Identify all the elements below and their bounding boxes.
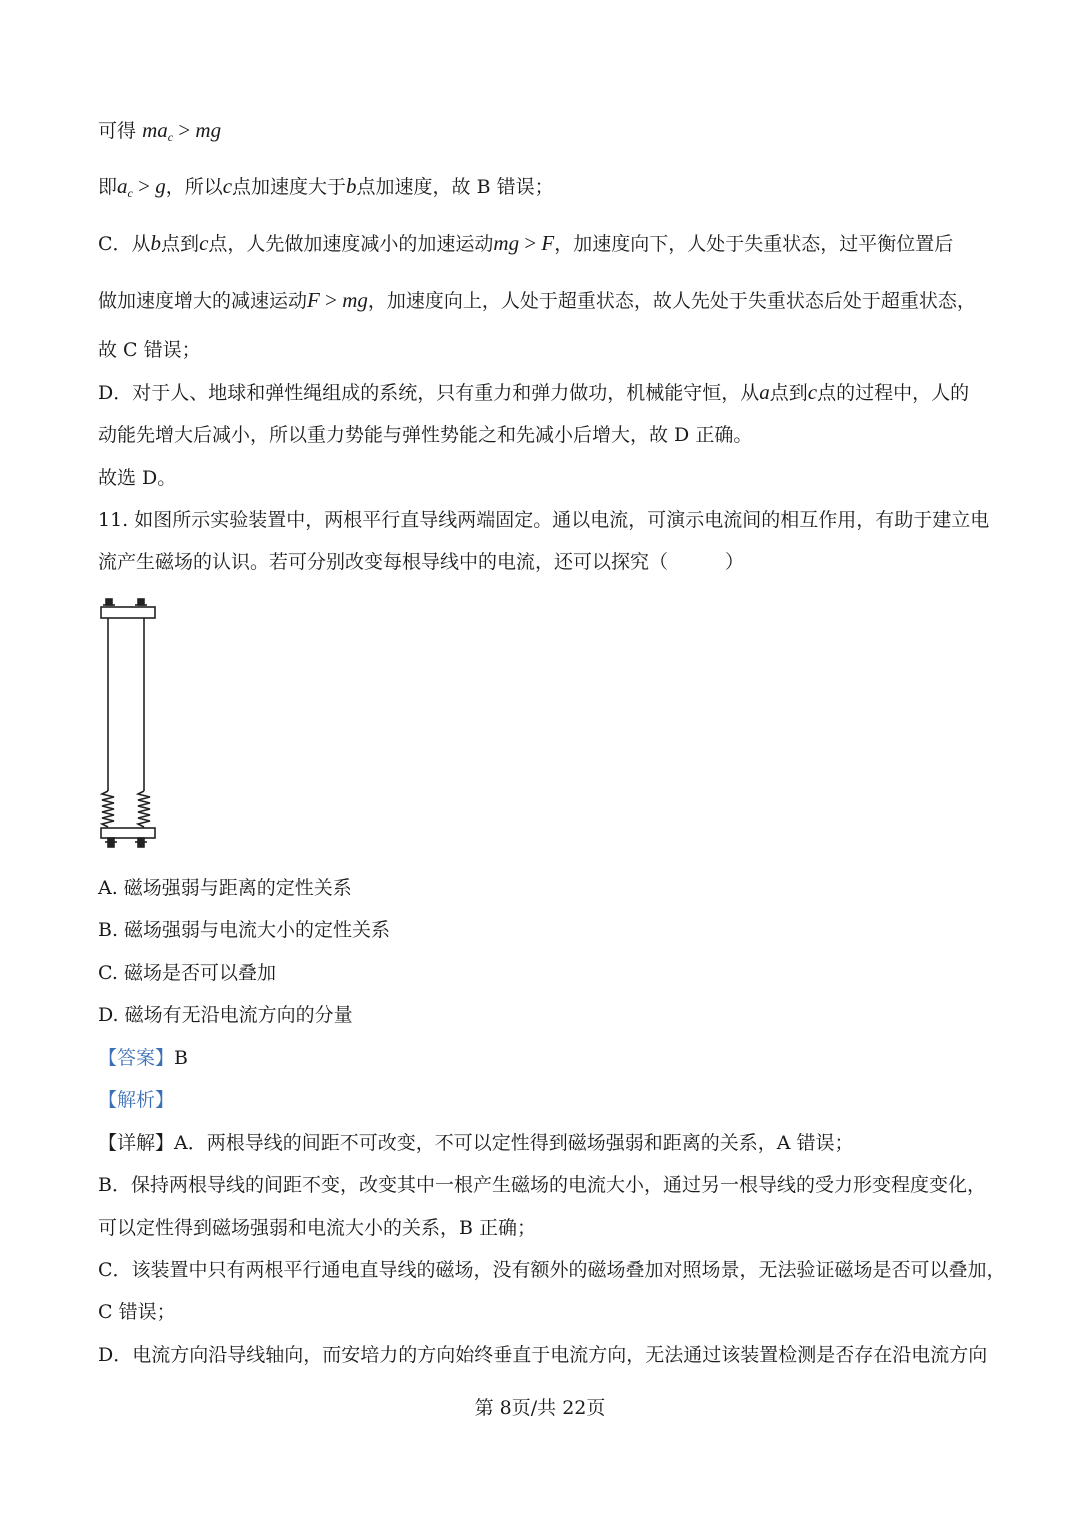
text-line: 动能先增大后减小，所以重力势能与弹性势能之和先减小后增大，故 D 正确。: [98, 424, 753, 446]
answer-value: B: [174, 1047, 188, 1069]
math-expression: mg > F: [493, 231, 555, 255]
answer-label: 【答案】: [98, 1047, 175, 1069]
detail-line: 【详解】A．两根导线的间距不可改变，不可以定性得到磁场强弱和距离的关系，A 错误；: [98, 1132, 854, 1154]
detail-line: C 错误；: [98, 1301, 176, 1323]
text-line: 可得 $ma_c$ > mg: [98, 118, 222, 144]
analysis-label: 【解析】: [98, 1089, 175, 1111]
detail-line: D．电流方向沿导线轴向，而安培力的方向始终垂直于电流方向，无法通过该装置检测是否存在沿电流方向: [98, 1344, 988, 1366]
option-c: C. 磁场是否可以叠加: [98, 962, 276, 984]
math-expression: $a_c > g$: [117, 174, 166, 200]
question-stem: 流产生磁场的认识。若可分别改变每根导线中的电流，还可以探究（ ）: [98, 551, 745, 573]
option-b: B. 磁场强弱与电流大小的定性关系: [98, 919, 391, 941]
text-line: 即$a_c > g$，所以c点加速度大于b点加速度，故 B 错误；: [98, 174, 554, 200]
parallel-wires-apparatus-figure: [96, 595, 160, 851]
text-line: C．从b点到c点，人先做加速度减小的加速运动mg > F，加速度向下，人处于失重状态，过平衡位置后: [98, 231, 954, 255]
option-a: A. 磁场强弱与距离的定性关系: [98, 877, 352, 899]
detail-line: B．保持两根导线的间距不变，改变其中一根产生磁场的电流大小，通过另一根导线的受力形变程度变化，: [98, 1174, 986, 1196]
option-d: D. 磁场有无沿电流方向的分量: [98, 1004, 353, 1026]
text-line: 故选 D。: [98, 467, 177, 489]
math-expression: $ma_c$ > mg: [142, 118, 222, 144]
detail-line: 可以定性得到磁场强弱和电流大小的关系，B 正确；: [98, 1217, 537, 1239]
detail-line: C．该装置中只有两根平行通电直导线的磁场，没有额外的磁场叠加对照场景，无法验证磁场是否可以叠加，: [98, 1259, 1006, 1281]
text-line: 做加速度增大的减速运动F > mg，加速度向上，人处于超重状态，故人先处于失重状态后处于超重状态，: [98, 288, 976, 312]
text-line: D．对于人、地球和弹性绳组成的系统，只有重力和弹力做功，机械能守恒，从a点到c点的过程中，人的: [98, 380, 970, 404]
answer-line: [98, 1046, 188, 1070]
question-stem: 11. 如图所示实验装置中，两根平行直导线两端固定。通以电流，可演示电流间的相互作用，有助于建立电: [98, 509, 990, 531]
text-line: 故 C 错误；: [98, 339, 201, 361]
math-expression: F > mg: [307, 288, 368, 312]
page-footer: 第 8页/共 22页: [474, 1397, 606, 1419]
